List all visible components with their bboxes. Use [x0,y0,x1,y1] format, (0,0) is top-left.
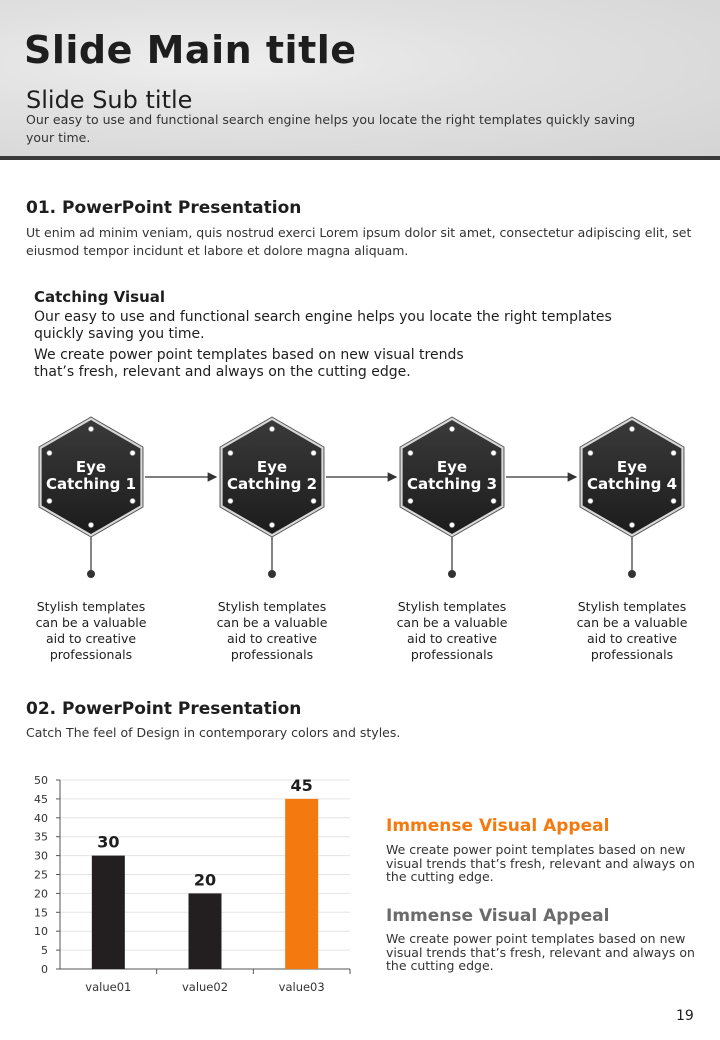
chart-y-tick-label: 15 [34,906,48,920]
appeal-text-1: We create power point templates based on new visual trends that’s fresh, relevant and always on the cutting edge. [386,842,695,884]
chart-y-tick-label: 25 [34,868,48,882]
slide-main-title: Slide Main title [24,28,357,72]
hexagon-label [577,459,687,493]
catching-visual-paragraph-2: We create power point templates based on new visual trends that’s fresh, relevant and always on the cutting edge. [34,347,464,380]
hexagon-rivet [588,450,593,455]
chart-data-label: 45 [290,775,313,795]
appeal-text-2: We create power point templates based on new visual trends that’s fresh, relevant and always on the cutting edge. [386,931,695,973]
process-stem-dot [268,570,276,578]
chart-y-tick-label: 30 [34,849,48,863]
hexagon-rivet [629,522,634,527]
chart-x-tick-label: value01 [85,980,132,994]
header-description: Our easy to use and functional search engine helps you locate the right templates quickly saving your time. [26,112,636,145]
header-divider [0,156,720,160]
hexagon-label-line2: Catching 4 [586,475,678,493]
chart-data-label: 30 [97,832,120,852]
hexagon-label [36,459,146,493]
chart-y-tick-label: 20 [34,887,48,901]
hexagon-rivet [228,498,233,503]
process-stem-dot [448,570,456,578]
process-caption: Stylish templates can be a valuable aid to creative professionals [396,599,508,662]
chart-bar [285,799,318,969]
section2-description: Catch The feel of Design in contemporary colors and styles. [26,725,401,740]
hexagon-rivet [88,426,93,431]
hexagon-rivet [629,426,634,431]
process-stem-dot [628,570,636,578]
appeal-title-1: Immense Visual Appeal [386,816,610,836]
hexagon-rivet [408,498,413,503]
bar-chart [0,765,370,1009]
hexagon-rivet [269,522,274,527]
hexagon-rivet [130,498,135,503]
hexagon-rivet [269,426,274,431]
hexagon-rivet [588,498,593,503]
process-stem-dot [87,570,95,578]
section1-description: Ut enim ad minim veniam, quis nostrud exerci Lorem ipsum dolor sit amet, consectetur adipiscing elit, set eiusmod tempor incidunt et labore et dolore magna aliquam. [26,225,692,258]
chart-y-tick-label: 0 [41,963,48,976]
hexagon-rivet [449,522,454,527]
hexagon-rivet [228,450,233,455]
chart-y-tick-label: 10 [34,925,48,939]
process-caption: Stylish templates can be a valuable aid to creative professionals [576,599,688,662]
chart-y-tick-label: 40 [34,811,48,825]
hexagon-rivet [47,498,52,503]
chart-x-tick-label: value02 [181,980,229,994]
catching-visual-paragraph-1: Our easy to use and functional search engine helps you locate the right templates quickly saving you time. [34,309,612,342]
hexagon-rivet [491,450,496,455]
hexagon-rivet [311,498,316,503]
hexagon-rivet [88,522,93,527]
hexagon-rivet [491,498,496,503]
chart-y-tick-label: 5 [41,944,48,958]
chart-y-tick-label: 45 [34,792,48,806]
page-number: 19 [676,1008,694,1024]
chart-x-tick-label: value03 [278,980,325,994]
chart-y-tick-label: 35 [34,830,48,844]
hexagon-label-line1: Eye [436,458,468,476]
hexagon-label-line2: Catching 2 [226,475,318,493]
chart-bar [189,893,222,969]
section2-title: 02. PowerPoint Presentation [26,699,302,719]
hexagon-label [217,459,327,493]
chart-y-tick-label: 50 [34,774,48,787]
hexagon-label-line1: Eye [256,458,288,476]
hexagon-rivet [671,498,676,503]
process-caption: Stylish templates can be a valuable aid to creative professionals [35,599,147,662]
hexagon-label-line2: Catching 3 [406,475,498,493]
appeal-title-2: Immense Visual Appeal [386,906,610,926]
hexagon-label-line1: Eye [616,458,648,476]
chart-bar [92,856,125,969]
hexagon-label-line2: Catching 1 [45,475,137,493]
catching-visual-title: Catching Visual [34,288,166,306]
hexagon-rivet [47,450,52,455]
hexagon-label [397,459,507,493]
process-connectors [0,410,720,590]
chart-data-label: 20 [193,870,217,890]
hexagon-label-line1: Eye [75,458,107,476]
hexagon-rivet [449,426,454,431]
hexagon-rivet [408,450,413,455]
process-caption: Stylish templates can be a valuable aid to creative professionals [216,599,328,662]
hexagon-rivet [130,450,135,455]
hexagon-rivet [311,450,316,455]
bar-chart-svg [0,765,370,1005]
slide-sub-title: Slide Sub title [26,86,193,114]
section1-title: 01. PowerPoint Presentation [26,198,302,218]
hexagon-rivet [671,450,676,455]
